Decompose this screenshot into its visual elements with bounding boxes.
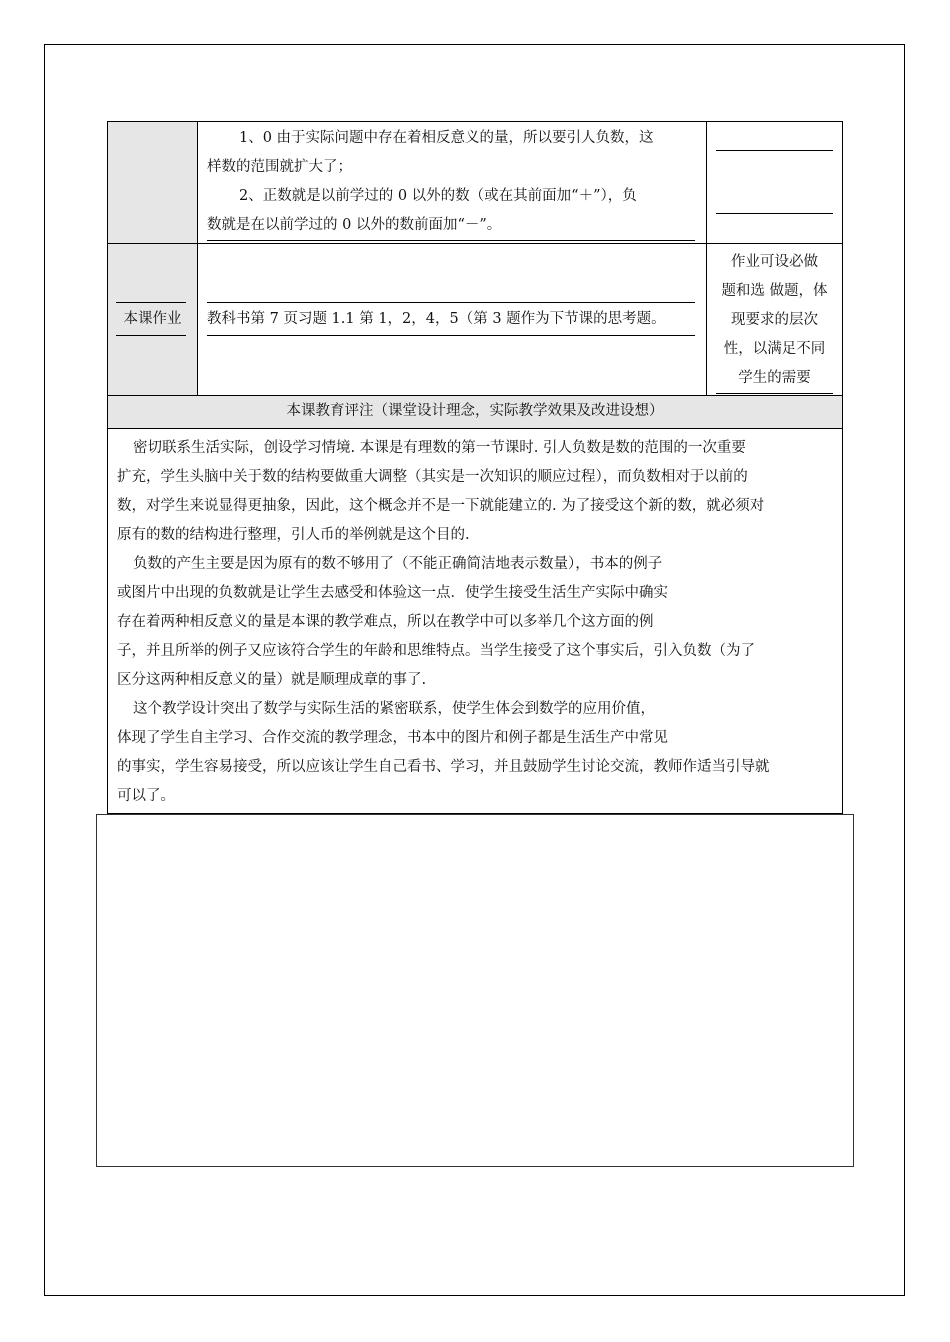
table-left-border xyxy=(107,121,108,814)
summary-line-3: 2、正数就是以前学过的 0 以外的数（或在其前面加“＋”），负 xyxy=(239,188,637,204)
homework-line-bottom xyxy=(207,335,695,336)
homework-label: 本课作业 xyxy=(123,311,182,327)
homework-note-line-1: 作业可设必做 xyxy=(731,254,818,270)
reflection-line-9: 区分这两种相反意义的量）就是顺理成章的事了. xyxy=(117,672,427,688)
reflection-header: 本课教育评注（课堂设计理念，实际教学效果及改进设想） xyxy=(286,403,664,419)
reflection-line-3: 数，对学生来说显得更抽象，因此，这个概念并不是一下就能建立的. 为了接受这个新的数，就必须对 xyxy=(117,498,765,514)
reflection-line-12: 的事实，学生容易接受，所以应该让学生自己看书、学习，并且鼓励学生讨论交流，教师作适当引导就 xyxy=(117,759,770,775)
summary-underline xyxy=(207,240,695,241)
reflection-line-7: 存在着两种相反意义的量是本课的教学难点，所以在教学中可以多举几个这方面的例 xyxy=(117,614,654,630)
homework-note-underline xyxy=(716,393,833,394)
reflection-line-11: 体现了学生自主学习、合作交流的教学理念，书本中的图片和例子都是生活生产中常见 xyxy=(117,730,668,746)
homework-note-line-3: 现要求的层次 xyxy=(731,312,818,328)
reflection-line-10: 这个教学设计突出了数学与实际生活的紧密联系，使学生体会到数学的应用价值， xyxy=(133,701,655,717)
homework-content: 教科书第 7 页习题 1.1 第 1，2，4，5（第 3 题作为下节课的思考题。 xyxy=(207,311,666,327)
table-top-border xyxy=(107,121,843,122)
empty-notes-box xyxy=(96,814,854,1167)
homework-note-line-2: 题和选 做题，体 xyxy=(721,283,828,299)
reflection-line-8: 子，并且所举的例子又应该符合学生的年龄和思维特点。当学生接受了这个事实后，引入负数（为了 xyxy=(117,643,755,659)
reflection-line-1: 密切联系生活实际，创设学习情境. 本课是有理数的第一节课时. 引人负数是数的范围的一次重要 xyxy=(133,440,746,456)
homework-label-line-bottom xyxy=(116,335,186,336)
reflection-line-6: 或图片中出现的负数就是让学生去感受和体验这一点．使学生接受生活生产实际中确实 xyxy=(117,585,668,601)
reflection-line-5: 负数的产生主要是因为原有的数不够用了（不能正确简洁地表示数量），书本的例子 xyxy=(133,556,663,572)
reflection-line-13: 可以了。 xyxy=(117,788,175,804)
summary-label-cell xyxy=(108,122,197,243)
homework-line-top xyxy=(207,302,695,303)
homework-label-line-top xyxy=(116,302,186,303)
homework-note-line-5: 学生的需要 xyxy=(738,370,811,386)
homework-note-line-4: 性，以满足不同 xyxy=(723,341,826,357)
reflection-line-4: 原有的数的结构进行整理，引人币的举例就是这个目的. xyxy=(117,527,470,543)
summary-line-4: 数就是在以前学过的 0 以外的数前面加“－”。 xyxy=(207,217,502,233)
summary-line-2: 样数的范围就扩大了； xyxy=(207,159,352,175)
row-divider-1 xyxy=(107,243,843,244)
reflection-line-2: 扩充，学生头脑中关于数的结构要做重大调整（其实是一次知识的顺应过程），而负数相对于以前的 xyxy=(117,469,748,485)
row-divider-3 xyxy=(107,428,843,429)
notes-blank-line-1 xyxy=(716,150,833,151)
notes-blank-line-2 xyxy=(716,213,833,214)
row-divider-2 xyxy=(107,395,843,396)
summary-line-1: 1、0 由于实际问题中存在着相反意义的量，所以要引人负数，这 xyxy=(239,130,654,146)
table-right-border xyxy=(842,121,843,814)
column-divider-1 xyxy=(197,121,198,395)
